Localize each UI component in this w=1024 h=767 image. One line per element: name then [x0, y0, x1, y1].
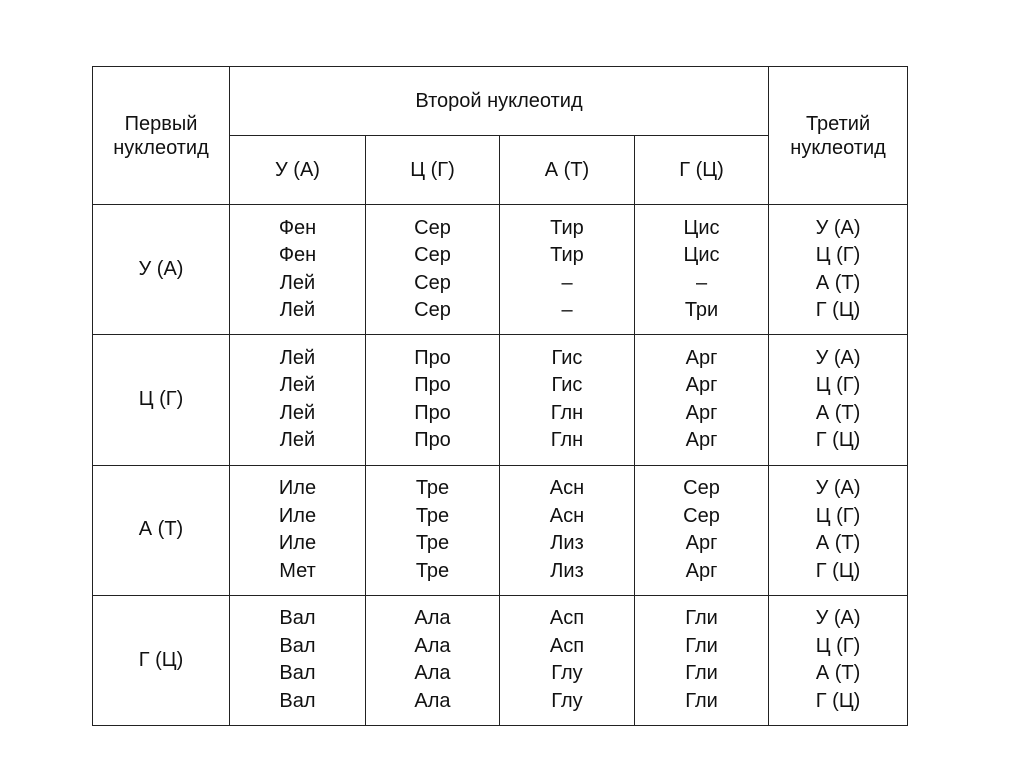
amino-acid: Лей — [279, 374, 316, 397]
second-col-label: А (Т) — [544, 159, 590, 181]
amino-acid: Асн — [549, 477, 585, 500]
amino-acid: Ала — [414, 662, 451, 685]
third-nucleotide-label: Г (Ц) — [815, 689, 861, 712]
amino-acid: Арг — [685, 401, 718, 424]
amino-acid-cell — [500, 335, 635, 465]
amino-acid-cell — [635, 465, 769, 595]
amino-acid-cell — [366, 595, 500, 725]
amino-acid: Сер — [414, 216, 451, 239]
third-nucleotide-label: А (Т) — [815, 532, 861, 555]
amino-acid: Цис — [683, 244, 720, 267]
amino-acid: Фен — [278, 244, 317, 267]
second-nucleotide-header — [230, 67, 769, 136]
amino-acid: Асн — [549, 504, 585, 527]
third-header-line-1: Третий — [805, 112, 871, 135]
third-nucleotide-label: А (Т) — [815, 662, 861, 685]
amino-acid: Фен — [278, 216, 317, 239]
third-nucleotide-cell — [769, 205, 908, 335]
amino-acid: Арг — [685, 346, 718, 369]
amino-acid: Иле — [278, 532, 317, 555]
amino-acid: Глу — [551, 662, 583, 685]
third-nucleotide-cell — [769, 335, 908, 465]
amino-acid: Про — [414, 374, 451, 397]
third-nucleotide-header — [769, 67, 908, 205]
amino-acid: Асп — [549, 607, 585, 630]
third-nucleotide-label: Г (Ц) — [815, 299, 861, 322]
amino-acid: Тир — [550, 244, 584, 267]
amino-acid: Мет — [279, 559, 316, 582]
amino-acid: Иле — [278, 504, 317, 527]
amino-acid: Лиз — [550, 532, 584, 555]
amino-acid: Вал — [279, 662, 316, 685]
amino-acid: Глн — [550, 401, 584, 424]
amino-acid: Гли — [685, 662, 718, 685]
amino-acid: Тре — [415, 559, 450, 582]
amino-acid: – — [561, 299, 573, 322]
amino-acid-cell — [366, 335, 500, 465]
amino-acid: – — [695, 271, 708, 294]
amino-acid: Асп — [549, 634, 585, 657]
amino-acid-cell — [500, 205, 635, 335]
amino-acid: Про — [414, 346, 451, 369]
first-nucleotide-label: Ц (Г) — [138, 388, 184, 411]
amino-acid: Вал — [279, 634, 316, 657]
amino-acid-cell — [230, 205, 366, 335]
amino-acid: Сер — [414, 244, 451, 267]
amino-acid: Гис — [551, 374, 583, 397]
amino-acid: Тир — [550, 216, 584, 239]
amino-acid-cell — [230, 595, 366, 725]
amino-acid: Лиз — [550, 559, 584, 582]
first-nucleotide-header — [93, 67, 230, 205]
amino-acid: Ала — [414, 607, 451, 630]
first-header-line-1: Первый — [124, 112, 198, 135]
amino-acid-cell — [635, 595, 769, 725]
third-nucleotide-label: У (А) — [815, 216, 861, 239]
amino-acid: Сер — [414, 271, 451, 294]
first-nucleotide-label: У (А) — [138, 257, 184, 280]
amino-acid: Гли — [685, 607, 718, 630]
first-header-line-2: нуклеотид — [113, 136, 209, 159]
amino-acid: – — [561, 271, 573, 294]
third-nucleotide-label: У (А) — [815, 607, 861, 630]
amino-acid: Про — [414, 401, 451, 424]
table-row — [93, 595, 908, 725]
first-nucleotide-cell — [93, 595, 230, 725]
second-col-label: Г (Ц) — [679, 159, 724, 181]
amino-acid: Лей — [279, 271, 316, 294]
third-nucleotide-label: А (Т) — [815, 271, 861, 294]
amino-acid: Иле — [278, 477, 317, 500]
amino-acid: Сер — [414, 299, 451, 322]
amino-acid: Гли — [685, 634, 718, 657]
amino-acid: Тре — [415, 504, 450, 527]
third-nucleotide-label: У (А) — [815, 346, 861, 369]
amino-acid: Гли — [685, 689, 718, 712]
amino-acid-cell — [366, 465, 500, 595]
third-nucleotide-label: Г (Ц) — [815, 429, 861, 452]
first-nucleotide-label: Г (Ц) — [138, 648, 184, 671]
third-nucleotide-label: Ц (Г) — [815, 374, 861, 397]
table-row — [93, 205, 908, 335]
first-nucleotide-cell — [93, 335, 230, 465]
amino-acid: Лей — [279, 299, 316, 322]
second-col-header — [230, 136, 366, 205]
first-nucleotide-cell — [93, 205, 230, 335]
amino-acid-cell — [230, 465, 366, 595]
amino-acid: Лей — [279, 401, 316, 424]
table-row — [93, 335, 908, 465]
second-header-label: Второй нуклеотид — [415, 90, 583, 112]
table-row — [93, 465, 908, 595]
second-col-label: Ц (Г) — [410, 159, 455, 181]
amino-acid-cell — [635, 335, 769, 465]
third-nucleotide-label: А (Т) — [815, 401, 861, 424]
first-nucleotide-cell — [93, 465, 230, 595]
first-nucleotide-label: А (Т) — [138, 518, 184, 541]
amino-acid: Лей — [279, 346, 316, 369]
amino-acid: Тре — [415, 532, 450, 555]
amino-acid: Сер — [683, 504, 720, 527]
amino-acid-cell — [366, 205, 500, 335]
amino-acid: Арг — [685, 532, 718, 555]
second-col-header — [366, 136, 500, 205]
third-nucleotide-cell — [769, 465, 908, 595]
amino-acid: Сер — [683, 477, 720, 500]
amino-acid: Вал — [279, 689, 316, 712]
third-nucleotide-label: Ц (Г) — [815, 634, 861, 657]
third-header-line-2: нуклеотид — [790, 136, 886, 159]
amino-acid-cell — [500, 595, 635, 725]
second-col-header — [500, 136, 635, 205]
amino-acid: Глу — [551, 689, 583, 712]
amino-acid: Тре — [415, 477, 450, 500]
second-col-header — [635, 136, 769, 205]
amino-acid: Глн — [550, 429, 584, 452]
second-col-label: У (А) — [275, 159, 320, 181]
amino-acid: Ала — [414, 634, 451, 657]
amino-acid: Три — [684, 299, 719, 322]
third-nucleotide-cell — [769, 595, 908, 725]
genetic-code-table — [92, 66, 908, 726]
amino-acid: Арг — [685, 374, 718, 397]
third-nucleotide-label: Ц (Г) — [815, 244, 861, 267]
amino-acid: Ала — [414, 689, 451, 712]
amino-acid-cell — [635, 205, 769, 335]
amino-acid-cell — [230, 335, 366, 465]
amino-acid: Вал — [279, 607, 316, 630]
amino-acid: Лей — [279, 429, 316, 452]
third-nucleotide-label: У (А) — [815, 477, 861, 500]
third-nucleotide-label: Г (Ц) — [815, 559, 861, 582]
amino-acid-cell — [500, 465, 635, 595]
third-nucleotide-label: Ц (Г) — [815, 504, 861, 527]
amino-acid: Цис — [683, 216, 720, 239]
amino-acid: Арг — [685, 559, 718, 582]
amino-acid: Гис — [551, 346, 583, 369]
amino-acid: Про — [414, 429, 451, 452]
amino-acid: Арг — [685, 429, 718, 452]
